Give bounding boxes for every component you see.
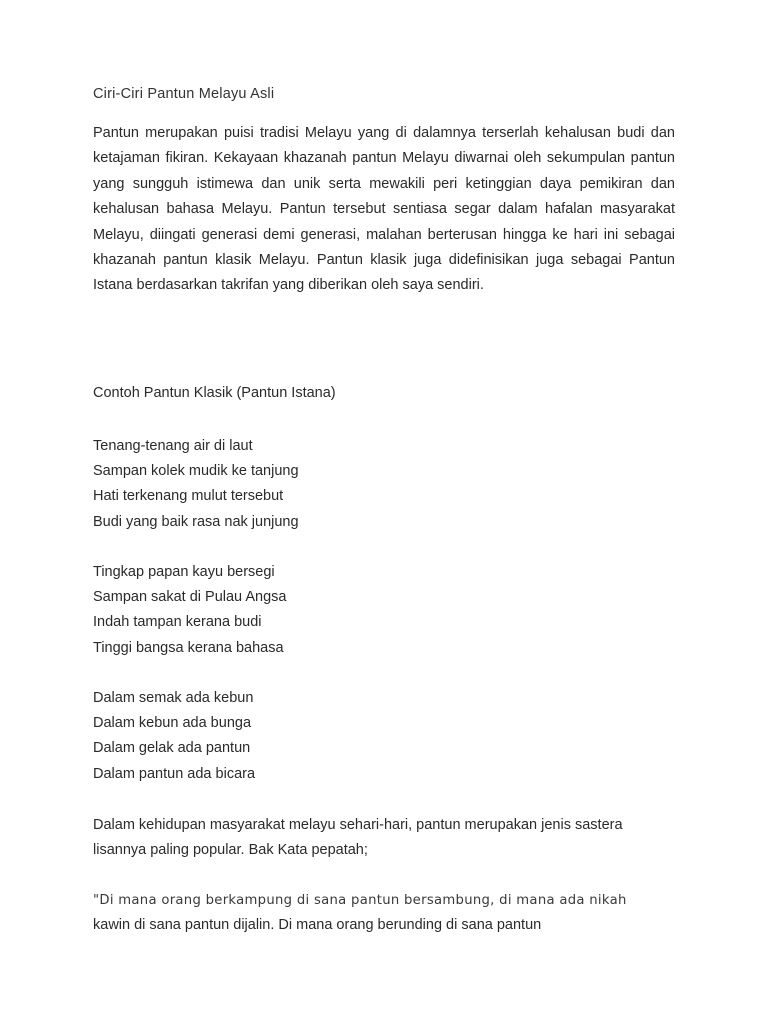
- quote-line: "Di mana orang berkampung di sana pantun bersambung, di mana ada nikah: [93, 893, 627, 908]
- proverb-quote: [93, 888, 675, 939]
- document-title: Ciri-Ciri Pantun Melayu Asli: [93, 86, 275, 102]
- stanza-line: Dalam kebun ada bunga: [93, 715, 252, 732]
- stanza-line: Tinggi bangsa kerana bahasa: [93, 639, 284, 656]
- closing-paragraph: Dalam kehidupan masyarakat melayu sehari-hari, pantun merupakan jenis sastera lisannya paling popular. Bak Kata pepatah;: [93, 817, 623, 859]
- stanza-line: Hati terkenang mulut tersebut: [93, 488, 284, 505]
- stanza-line: Indah tampan kerana budi: [93, 614, 262, 631]
- stanza-line: Dalam semak ada kebun: [93, 690, 254, 706]
- pantun-stanza-2: [93, 560, 286, 661]
- stanza-line: Sampan kolek mudik ke tanjung: [93, 463, 299, 480]
- stanza-line: Sampan sakat di Pulau Angsa: [93, 589, 287, 606]
- intro-paragraph: Pantun merupakan puisi tradisi Melayu yang di dalamnya terserlah kehalusan budi dan ketajaman fikiran. Kekayaan khazanah pantun Melayu diwarnai oleh sekumpulan pantun yang sungguh istimewa dan unik serta mewakili peri ketinggian daya pemikiran dan kehalusan bahasa Melayu. Pantun tersebut sentiasa segar dalam hafalan masyarakat Melayu, diingati generasi demi generasi, malahan berterusan hingga ke hari ini sebagai khazanah pantun klasik Melayu. Pantun klasik juga didefinisikan juga sebagai Pantun Istana berdasarkan takrifan yang diberikan oleh saya sendiri.: [93, 125, 675, 294]
- stanza-line: Dalam gelak ada pantun: [93, 740, 251, 757]
- stanza-line: Tingkap papan kayu bersegi: [93, 564, 275, 580]
- stanza-line: Dalam pantun ada bicara: [93, 765, 256, 782]
- stanza-line: Tenang-tenang air di laut: [93, 438, 253, 454]
- stanza-line: Budi yang baik rasa nak junjung: [93, 513, 299, 530]
- section-title: Contoh Pantun Klasik (Pantun Istana): [93, 385, 336, 401]
- pantun-stanza-3: [93, 686, 255, 787]
- quote-line: kawin di sana pantun dijalin. Di mana orang berunding di sana pantun: [93, 917, 542, 934]
- pantun-stanza-1: [93, 434, 299, 535]
